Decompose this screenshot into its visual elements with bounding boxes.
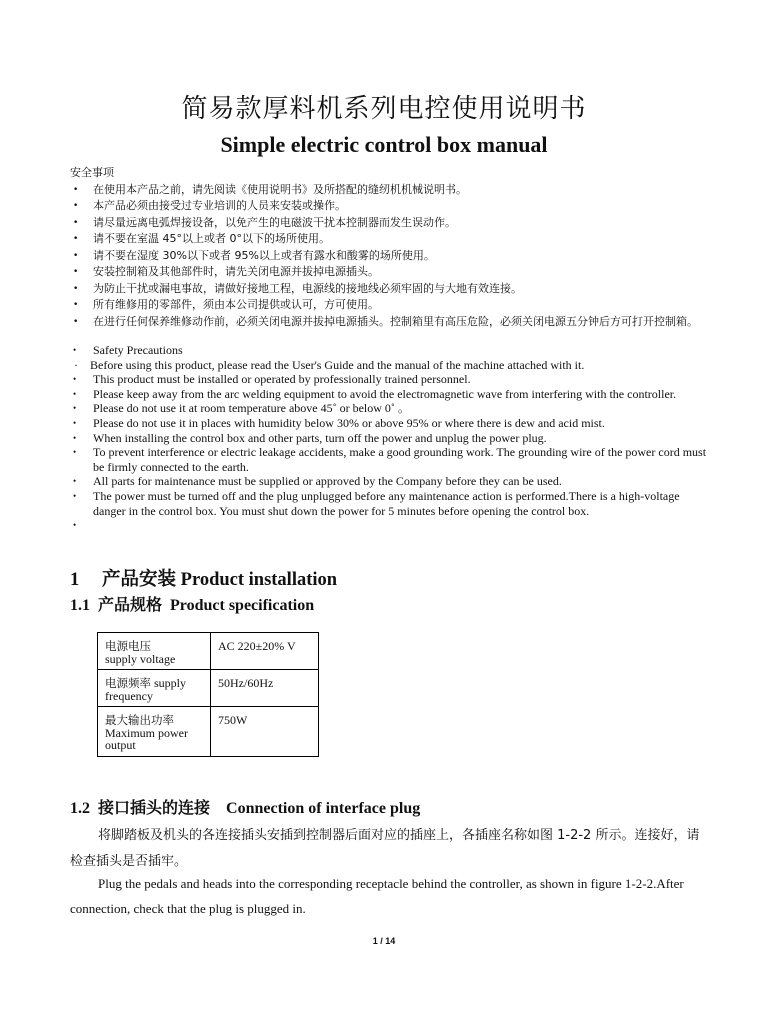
table-row	[98, 633, 319, 670]
safety-item-cn-9: • 在进行任何保养维修动作前，必须关闭电源并拔掉电源插头。控制箱里有高压危险，必须关闭电源五分钟后方可打开控制箱。	[70, 314, 710, 331]
safety-precautions-chinese	[70, 165, 710, 330]
section-1-1-number: 1.1	[70, 597, 90, 614]
safety-list-english	[70, 343, 710, 533]
safety-item-en-10: • The power must be turned off and the plug unplugged before any maintenance action is performed.There is a high-voltage danger in the control box. You must shut down the power for 5 minutes before opening the control box.	[70, 489, 710, 518]
spec-value-cell: 750W	[211, 707, 319, 757]
spec-label-cell	[98, 670, 211, 707]
safety-item-en-empty	[70, 518, 710, 533]
spec-label-cell	[98, 707, 211, 757]
safety-item-en-1: • Safety Precautions	[70, 343, 710, 358]
spec-label	[105, 677, 203, 702]
section-1-1-heading	[70, 592, 314, 615]
safety-item-cn-8: • 所有维修用的零部件，须由本公司提供或认可，方可使用。	[70, 297, 710, 314]
spec-label-en: supply voltage	[105, 651, 176, 666]
safety-item-cn-5: • 请不要在湿度 30%以下或者 95%以上或者有露水和酸雾的场所使用。	[70, 248, 710, 265]
safety-item-cn-6: • 安装控制箱及其他部件时，请先关闭电源并拔掉电源插头。	[70, 264, 710, 281]
product-spec-table	[97, 632, 319, 757]
spec-label-cn: 电源频率	[105, 676, 151, 690]
section-1-2-title-en: Connection of interface plug	[226, 800, 421, 817]
safety-item-cn-7: • 为防止干扰或漏电事故，请做好接地工程，电源线的接地线必须牢固的与大地有效连接。	[70, 281, 710, 298]
safety-item-en-2: · Before using this product, please read the User's Guide and the manual of the machine attached with it.	[70, 358, 710, 373]
safety-item-en-6: • Please do not use it in places with humidity below 30% or above 95% or where there is dew and acid mist.	[70, 416, 710, 431]
page-number: 1 / 14	[372, 936, 396, 946]
spec-label-en: supply frequency	[105, 676, 187, 703]
section-1-title-cn: 产品安装	[102, 569, 177, 590]
safety-item-cn-2: • 本产品必须由接受过专业培训的人员来安装或操作。	[70, 198, 710, 215]
section-1-heading	[70, 565, 337, 591]
section-1-2-heading	[70, 795, 420, 818]
safety-item-en-4: • Please keep away from the arc welding equipment to avoid the electromagnetic wave from interfering with the controller.	[70, 387, 710, 402]
safety-item-en-3: • This product must be installed or operated by professionally trained personnel.	[70, 372, 710, 387]
safety-item-cn-4: • 请不要在室温 45°以上或者 0°以下的场所使用。	[70, 231, 710, 248]
safety-heading-chinese: 安全事项	[70, 166, 114, 179]
safety-item-en-9: • All parts for maintenance must be supplied or approved by the Company before they can be used.	[70, 474, 710, 489]
safety-item-cn-1: • 在使用本产品之前，请先阅读《使用说明书》及所搭配的缝纫机机械说明书。	[70, 182, 710, 199]
paragraph-english	[70, 871, 702, 921]
table-row	[98, 670, 319, 707]
paragraph-english-text: Plug the pedals and heads into the corresponding receptacle behind the controller, as shown in figure 1-2-2.After connection, check that the plug is plugged in.	[70, 876, 684, 916]
spec-label-cn: 电源电压	[105, 639, 151, 653]
safety-item-en-8: • To prevent interference or electric leakage accidents, make a good grounding work. The grounding wire of the power cord must be firmly connected to the earth.	[70, 445, 710, 474]
safety-item-cn-3: • 请尽量远离电弧焊接设备，以免产生的电磁波干扰本控制器而发生误动作。	[70, 215, 710, 232]
spec-label-en: Maximum power output	[105, 725, 188, 752]
section-1-1-title-cn: 产品规格	[98, 595, 163, 614]
title-english: Simple electric control box manual	[220, 132, 548, 157]
spec-label-cell	[98, 633, 211, 670]
section-1-1-title-en: Product specification	[170, 597, 315, 614]
spec-value-cell: 50Hz/60Hz	[211, 670, 319, 707]
safety-list-chinese	[70, 182, 710, 331]
table-row	[98, 707, 319, 757]
paragraph-chinese-text: 将脚踏板及机头的各连接插头安插到控制器后面对应的插座上，各插座名称如图 1-2-2 所示。连接好，请检查插头是否插牢。	[70, 828, 700, 869]
safety-item-en-5: • Please do not use it at room temperature above 45˚ or below 0˚ 。	[70, 401, 710, 416]
paragraph-chinese	[70, 822, 702, 874]
section-1-2-title-cn: 接口插头的连接	[98, 798, 211, 817]
section-1-number: 1	[70, 570, 80, 590]
spec-label-cn: 最大输出功率	[105, 713, 174, 727]
section-1-title-en: Product installation	[180, 570, 338, 590]
safety-item-en-7: • When installing the control box and other parts, turn off the power and unplug the power plug.	[70, 431, 710, 446]
title-chinese: 简易款厚料机系列电控使用说明书	[181, 94, 587, 124]
section-1-2-number: 1.2	[70, 800, 90, 817]
spec-value-cell: AC 220±20% V	[211, 633, 319, 670]
